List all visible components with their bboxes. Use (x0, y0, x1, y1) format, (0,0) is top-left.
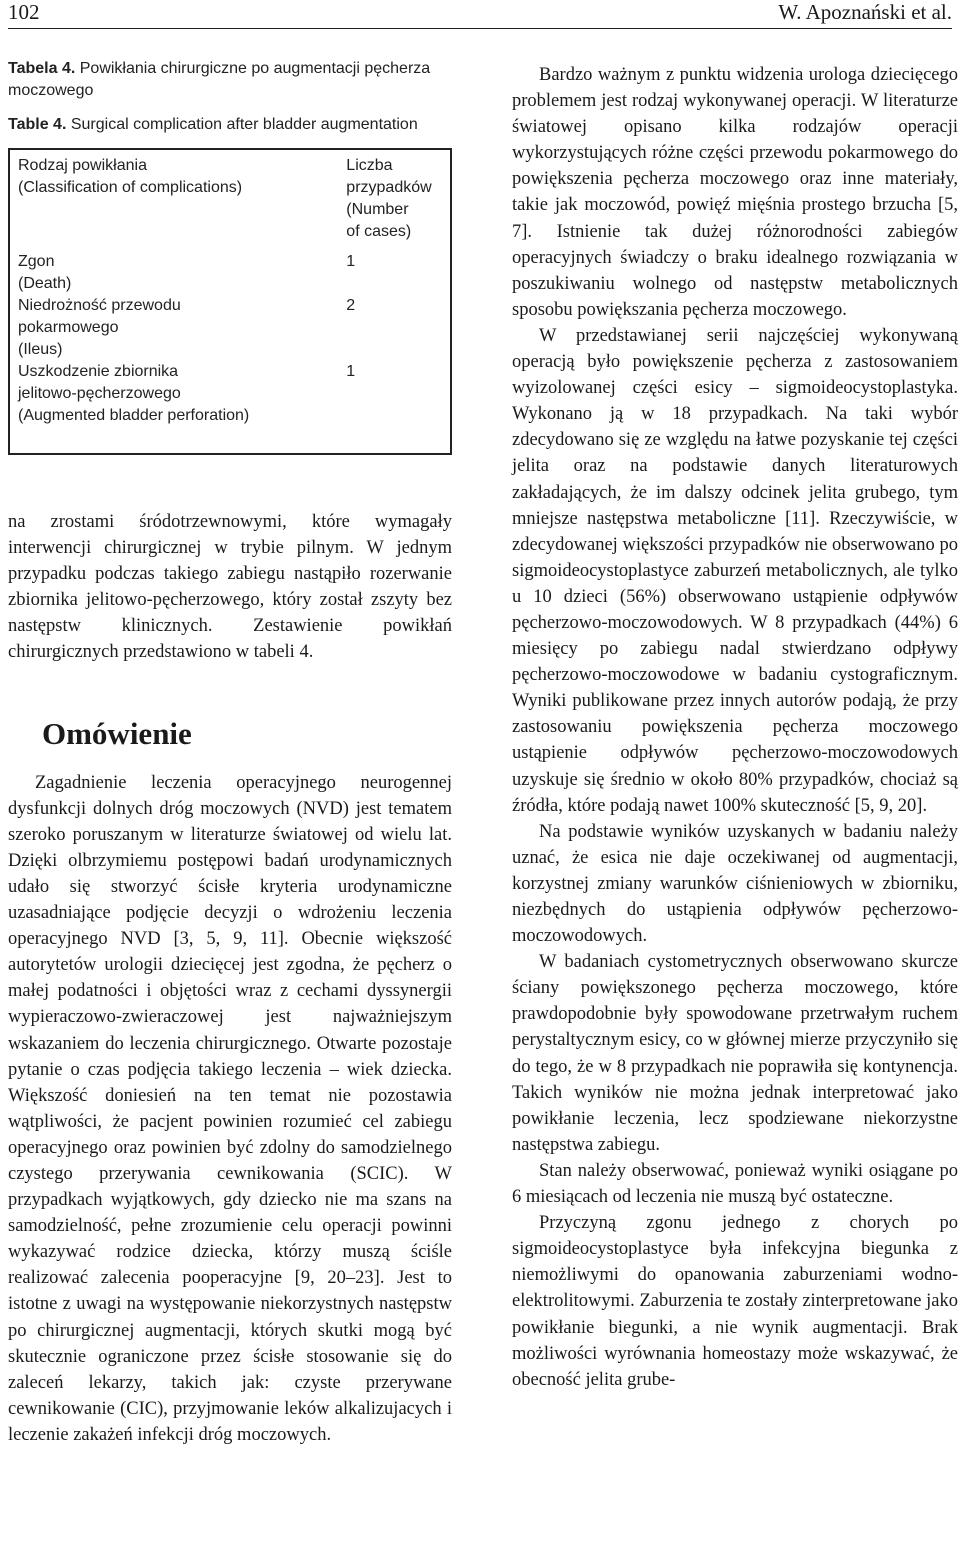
col-header-count: Liczba przypadków (Number of cases) (346, 157, 432, 240)
section-heading: Omówienie (42, 715, 192, 751)
table-row (9, 251, 451, 295)
col-header-classification: Rodzaj powikłania (Classification of complications) (18, 157, 243, 196)
body-paragraph: Bardzo ważnym z punktu widzenia urologa dziecięcego problemem jest rodzaj wykonywanej operacji. W literaturze światowej opisano kilka rodzajów operacji wykorzystujących różne części przewodu pokarmowego do powiększenia pęcherza moczowego oraz inne materiały, takie jak moczowód, powięź mięśnia prostego brzucha [5, 7]. Istnienie tak dużej różnorodności zabiegów operacyjnych świadczy o braku idealnego rozwiązania w poszukiwaniu wolnego od następstw metabolicznych sposobu powiększania pęcherza moczowego. (512, 65, 958, 320)
table-caption-pl-label: Tabela 4. (8, 60, 76, 77)
row-count: 2 (346, 297, 356, 314)
body-paragraph: W badaniach cystometrycznych obserwowano skurcze ściany powiększonego pęcherza moczowego, które prawdopodobnie były spowodowane przetrwałym ruchem perystaltycznym esicy, co w głównej mierze przyczyniło się do tego, że w 8 przypadkach nie poprawiła się kontynencja. Takich wyników nie można jednak interpretować jako powikłanie leczenia, lecz spodziewane niekorzystne następstwa zabiegu. (512, 952, 958, 1155)
row-count: 1 (346, 253, 356, 270)
body-paragraph: W przedstawianej serii najczęściej wykonywaną operacją było powiększenie pęcherza z zastosowaniem wyizolowanej części esicy – sigmoideocystoplastyka. Wykonano ją w 18 przypadkach. Na taki wybór zdecydowano się ze względu na łatwe pozyskanie tej części jelita oraz na podstawie danych literaturowych zakładających, że im dalszy odcinek jelita grubego, tym mniejsze następstwa metaboliczne [11]. Rzeczywiście, w zdecydowanej większości przypadków nie obserwowano po sigmoideocystoplastyce zaburzeń metabolicznych, ale tylko u 10 dzieci (56%) obserwowano ustąpienie odpływów pęcherzowo-moczowodowych. W 8 przypadkach (44%) 6 miesięcy po zabiegu nadal stwierdzano odpływy pęcherzowo-moczowodowe w badaniu cystograficznym. Wyniki publikowane przez innych autorów podają, że przy zastosowaniu powiększenia pęcherza moczowego ustąpienie odpływów pęcherzowo-moczowodowych uzyskuje się średnio w około 80% przypadków, chociaż są źródła, które podają nawet 100% skuteczność [5, 9, 20]. (512, 325, 958, 816)
table-row (9, 295, 451, 361)
body-paragraph: Przyczyną zgonu jednego z chorych po sigmoideocystoplastyce była infekcyjna biegunka z niemożliwymi do opanowania zaburzeniami wodno-elektrolitowymi. Zaburzenia te zostały zinterpretowane jako powikłanie biegunki, a nie wynik augmentacji. Brak możliwości wyrównania homeostazy może wskazywać, że obecność jelita grube- (512, 1213, 958, 1390)
left-column (8, 58, 452, 1448)
body-paragraph: Na podstawie wyników uzyskanych w badaniu należy uznać, że esica nie daje oczekiwanej od augmentacji, korzystnej zmiany warunków ciśnieniowych w zbiorniku, niezbędnych do ustąpienia odpływów pęcherzowo-moczowodowych. (512, 821, 958, 947)
row-name: Uszkodzenie zbiornika jelitowo-pęcherzowego (Augmented bladder perforation) (18, 363, 250, 424)
table-caption-pl (8, 58, 452, 102)
running-header (8, 0, 952, 29)
table-caption-pl-text: Powikłania chirurgiczne po augmentacji pęcherza moczowego (8, 60, 431, 99)
running-author: W. Apoznański et al. (778, 0, 952, 24)
complications-table (8, 148, 452, 455)
page-number: 102 (8, 0, 40, 24)
row-count: 1 (346, 363, 356, 380)
discussion-paragraph: Zagadnienie leczenia operacyjnego neurogennej dysfunkcji dolnych dróg moczowych (NVD) jest tematem szeroko poruszanym w literaturze światowej od wielu lat. Dzięki olbrzymiemu postępowi badań urodynamicznych udało się stworzyć ścisłe kryteria urodynamiczne uzasadniające podjęcie decyzji o wdrożeniu leczenia operacyjnego NVD [3, 5, 9, 11]. Obecnie większość autorytetów urologii dziecięcej jest zgodna, że pęcherz o małej podatności i objętości wraz z cechami dyssynergii wypieraczowo-zwieraczowej jest najważniejszym wskazaniem do leczenia chirurgicznego. Otwarte pozostaje pytanie o czas podjęcia takiego leczenia – wiek dziecka. Większość doniesień na ten temat nie pozostawia wątpliwości, że pacjent powinien rozumieć cel zabiegu operacyjnego oraz powinien być zdolny do samodzielnego czystego przerywania cewnikowania (SCIC). W przypadkach wyjątkowych, gdy dziecko nie ma szans na samodzielność, pełne zrozumienie celu operacji powinni wykazywać rodzice dziecka, którzy muszą ściśle realizować zalecenia pooperacyjne [9, 20–23]. Jest to istotne z uwagi na występowanie niekorzystnych następstw po chirurgicznej augmentacji, których skutki mogą być skutecznie ograniczone przez ścisłe stosowanie się do zaleceń lekarzy, takich jak: czyste przerywane cewnikowanie (CIC), przyjmowanie leków alkalizujacych i leczenie zakażeń infekcji dróg moczowych. (8, 772, 452, 1445)
table-caption-en-text: Surgical complication after bladder augmentation (70, 116, 418, 133)
body-paragraph: Stan należy obserwować, ponieważ wyniki osiągane po 6 miesiącach od leczenia nie muszą być ostateczne. (512, 1160, 958, 1208)
table-header-row (9, 149, 451, 251)
right-column (512, 62, 958, 1393)
table-caption-en-label: Table 4. (8, 116, 67, 133)
continuation-paragraph: na zrostami śródotrzewnowymi, które wymagały interwencji chirurgicznej w trybie pilnym. W jednym przypadku podczas takiego zabiegu nastąpiło rozerwanie zbiornika jelitowo-pęcherzowego, który został zszyty bez następstw klinicznych. Zestawienie powikłań chirurgicznych przedstawiono w tabeli 4. (8, 512, 452, 663)
table-row (9, 361, 451, 454)
table-caption-en (8, 114, 452, 136)
row-name: Zgon (Death) (18, 253, 72, 292)
row-name: Niedrożność przewodu pokarmowego (Ileus) (18, 297, 181, 358)
